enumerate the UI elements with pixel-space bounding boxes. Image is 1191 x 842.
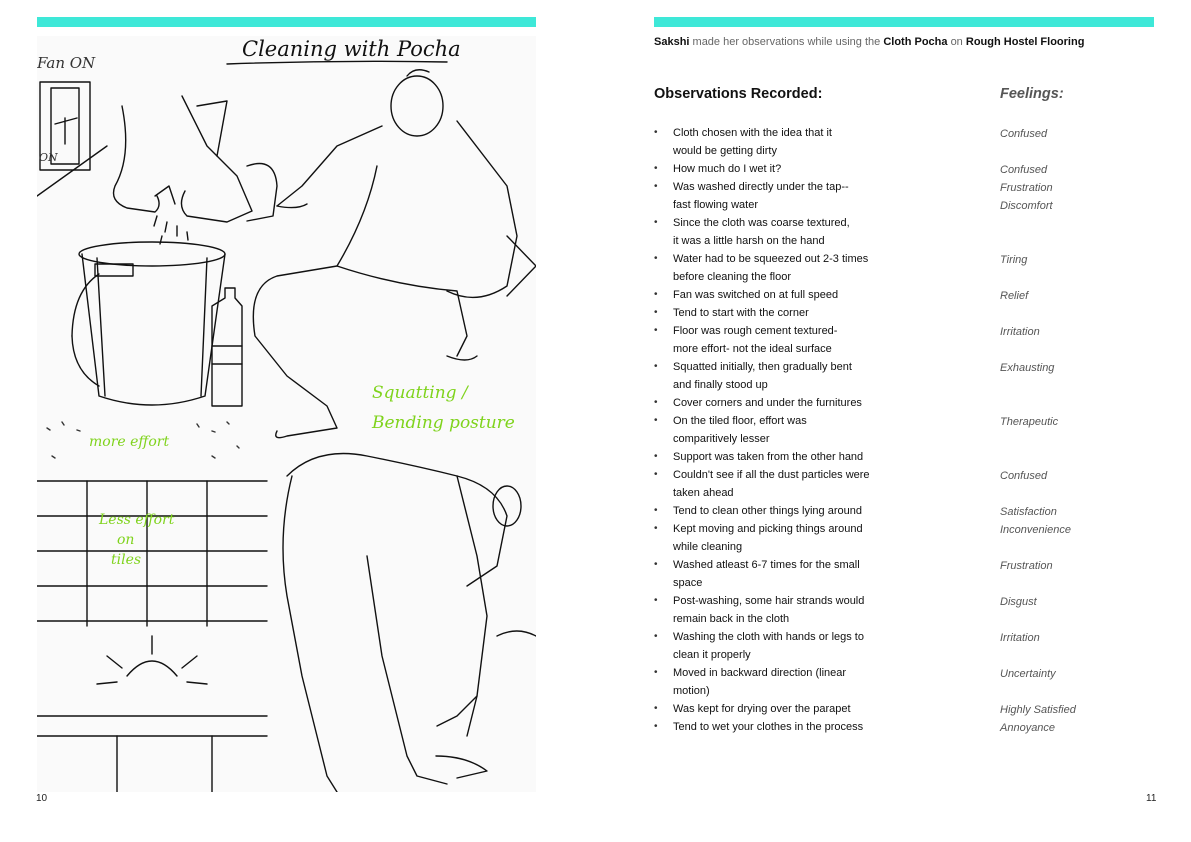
feeling-item xyxy=(1000,431,1150,449)
intro-text-2: on xyxy=(950,36,963,48)
feeling-item: Disgust xyxy=(1000,596,1037,608)
observation-line: How much do I wet it? xyxy=(673,163,782,175)
feeling-item: Frustration xyxy=(1000,560,1053,572)
sketch-label-bending: Bending posture xyxy=(372,413,515,433)
observation-line: would be getting dirty xyxy=(673,145,777,157)
sketch-label-less-effort-2: on xyxy=(117,532,135,548)
page-number-right: 11 xyxy=(1146,793,1157,804)
observation-item xyxy=(654,160,914,178)
observation-line: Washed atleast 6-7 times for the small xyxy=(673,559,860,571)
observation-line: Was washed directly under the tap-- xyxy=(673,181,849,193)
observation-line: Post-washing, some hair strands would xyxy=(673,595,865,607)
intro-tool: Cloth Pocha xyxy=(883,36,948,48)
feeling-item: Highly Satisfied xyxy=(1000,704,1076,716)
observation-item xyxy=(654,466,914,502)
feeling-item xyxy=(1000,341,1150,359)
observation-line: and finally stood up xyxy=(673,379,768,391)
feeling-item xyxy=(1000,215,1150,233)
feeling-item: Confused xyxy=(1000,164,1048,176)
feeling-item: Satisfaction xyxy=(1000,506,1057,518)
observation-line: motion) xyxy=(673,685,710,697)
observation-line: Support was taken from the other hand xyxy=(673,451,864,463)
observation-item xyxy=(654,178,914,214)
feelings-column xyxy=(1000,125,1150,737)
observation-line: it was a little harsh on the hand xyxy=(673,235,825,247)
observation-item xyxy=(654,358,914,394)
cleaning-sketch-illustration xyxy=(37,36,536,792)
observation-line: Cover corners and under the furnitures xyxy=(673,397,862,409)
observation-item xyxy=(654,448,914,466)
observation-line: Tend to clean other things lying around xyxy=(673,505,862,517)
observation-line: Fan was switched on at full speed xyxy=(673,289,839,301)
sketch-title: Cleaning with Pocha xyxy=(242,37,461,61)
observation-line: Couldn't see if all the dust particles were xyxy=(673,469,870,481)
feeling-item: Inconvenience xyxy=(1000,524,1071,536)
feeling-item xyxy=(1000,395,1150,413)
sketch-label-squatting: Squatting / xyxy=(372,383,468,403)
observation-line: fast flowing water xyxy=(673,199,758,211)
observation-line: Floor was rough cement textured- xyxy=(673,325,838,337)
feeling-item: Annoyance xyxy=(1000,722,1056,734)
top-accent-bar-right xyxy=(654,17,1154,27)
observation-item xyxy=(654,286,914,304)
feeling-item xyxy=(1000,485,1150,503)
feeling-item xyxy=(1000,233,1150,251)
observation-item xyxy=(654,250,914,286)
observation-line: remain back in the cloth xyxy=(673,613,790,625)
intro-person: Sakshi xyxy=(654,36,690,48)
observation-item xyxy=(654,304,914,322)
feeling-item: Confused xyxy=(1000,470,1048,482)
observation-line: Was kept for drying over the parapet xyxy=(673,703,851,715)
observation-item xyxy=(654,520,914,556)
observation-line: comparitively lesser xyxy=(673,433,770,445)
observation-item xyxy=(654,502,914,520)
feeling-item xyxy=(1000,647,1150,665)
observation-line: more effort- not the ideal surface xyxy=(673,343,832,355)
observation-line: before cleaning the floor xyxy=(673,271,792,283)
sketch-label-fan-on: Fan ON xyxy=(37,54,96,72)
observation-item xyxy=(654,664,914,700)
feeling-item xyxy=(1000,575,1150,593)
feeling-item: Frustration xyxy=(1000,182,1053,194)
observation-item xyxy=(654,412,914,448)
top-accent-bar-left xyxy=(37,17,536,27)
observation-line: Water had to be squeezed out 2-3 times xyxy=(673,253,869,265)
observation-line: Tend to start with the corner xyxy=(673,307,809,319)
feeling-item xyxy=(1000,377,1150,395)
feelings-heading: Feelings: xyxy=(1000,86,1064,102)
observation-line: Squatted initially, then gradually bent xyxy=(673,361,852,373)
intro-line xyxy=(654,36,1154,48)
feeling-item: Tiring xyxy=(1000,254,1028,266)
observation-line: space xyxy=(673,577,703,589)
feeling-item xyxy=(1000,449,1150,467)
feeling-item xyxy=(1000,269,1150,287)
observation-item xyxy=(654,556,914,592)
feeling-item: Relief xyxy=(1000,290,1029,302)
feeling-item: Confused xyxy=(1000,128,1048,140)
sketch-label-less-effort-3: tiles xyxy=(111,552,142,568)
sketch-label-more-effort: more effort xyxy=(89,434,170,450)
feeling-item: Irritation xyxy=(1000,326,1040,338)
observation-line: On the tiled floor, effort was xyxy=(673,415,807,427)
feeling-item xyxy=(1000,305,1150,323)
observation-line: clean it properly xyxy=(673,649,751,661)
sketch-label-less-effort-1: Less effort xyxy=(99,512,175,528)
observation-line: Since the cloth was coarse textured, xyxy=(673,217,850,229)
feeling-item xyxy=(1000,683,1150,701)
observations-list xyxy=(654,124,914,736)
observation-item xyxy=(654,124,914,160)
observation-line: Cloth chosen with the idea that it xyxy=(673,127,832,139)
observation-line: while cleaning xyxy=(673,541,743,553)
observation-item xyxy=(654,214,914,250)
intro-text-1: made her observations while using the xyxy=(692,36,881,48)
observation-line: Tend to wet your clothes in the process xyxy=(673,721,864,733)
observation-item xyxy=(654,628,914,664)
observation-item xyxy=(654,592,914,628)
observation-item xyxy=(654,394,914,412)
feeling-item xyxy=(1000,143,1150,161)
feeling-item xyxy=(1000,611,1150,629)
sketch-label-on: ON xyxy=(39,151,58,164)
observation-line: Moved in backward direction (linear xyxy=(673,667,847,679)
feeling-item: Uncertainty xyxy=(1000,668,1056,680)
observation-item xyxy=(654,322,914,358)
feeling-item xyxy=(1000,539,1150,557)
observations-heading: Observations Recorded: xyxy=(654,86,823,102)
feeling-item: Exhausting xyxy=(1000,362,1055,374)
feeling-item: Therapeutic xyxy=(1000,416,1059,428)
feeling-item: Irritation xyxy=(1000,632,1040,644)
observation-item xyxy=(654,700,914,718)
intro-surface: Rough Hostel Flooring xyxy=(965,36,1085,48)
page-number-left: 10 xyxy=(36,793,48,804)
observation-item xyxy=(654,718,914,736)
observation-line: Washing the cloth with hands or legs to xyxy=(673,631,864,643)
observation-line: taken ahead xyxy=(673,487,734,499)
observation-line: Kept moving and picking things around xyxy=(673,523,863,535)
feeling-item: Discomfort xyxy=(1000,200,1053,212)
